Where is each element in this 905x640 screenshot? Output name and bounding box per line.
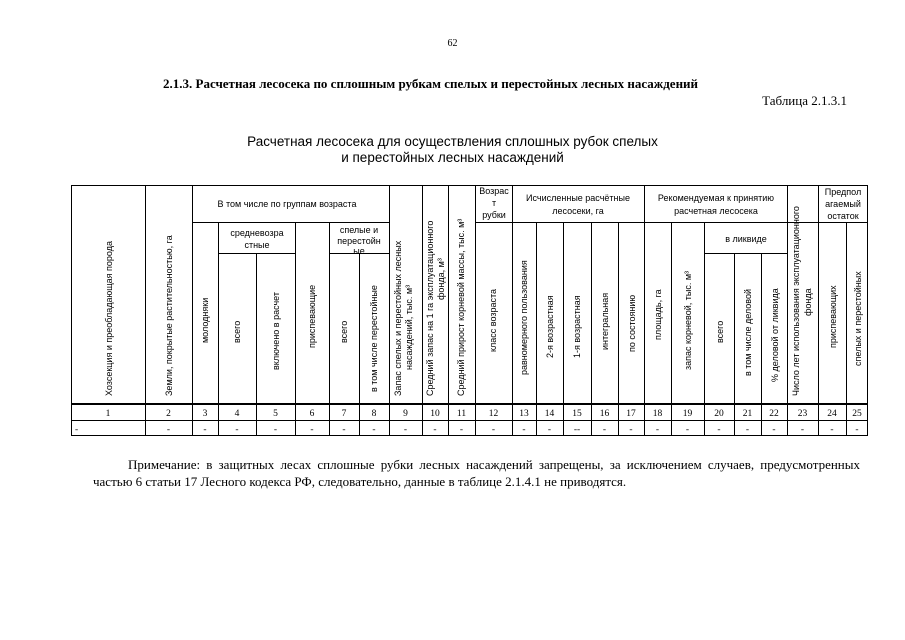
header-recommended: Рекомендуемая к принятию [657,193,775,203]
header-cutting-age-2: т [491,198,497,208]
header-col-14: 2-я возрастная [545,295,555,358]
header-col-24: приспевающих [828,285,838,348]
header-col-11: Средний прирост корневой массы, тыс. м³ [456,218,466,396]
column-number-9: 9 [403,409,408,419]
header-col-23-2: фонда [803,288,813,316]
header-mature: спелые и [339,225,379,235]
header-col-22: % деловой от ликвида [770,288,780,382]
header-col-23: Число лет использования эксплуатационного [791,206,801,396]
header-col-25: спелых и перестойных [853,271,863,366]
data-cell-10: - [433,425,437,435]
header-col-10-2: фонда, м³ [436,258,446,300]
column-number-17: 17 [626,409,636,419]
header-col-8: в том числе перестойные [369,285,379,392]
header-mature-3: ые [353,246,365,256]
header-col-2: Земли, покрытые растительностью, га [164,235,174,396]
header-col-15: 1-я возрастная [572,295,582,358]
column-number-11: 11 [456,409,467,419]
header-calculated-2: лесосеки, га [552,206,604,216]
header-remainder-3: остаток [827,211,859,221]
header-col-19: запас корневой, тыс. м³ [683,270,693,370]
header-col-18: площадь, га [653,289,663,340]
data-cell-18: - [655,425,660,435]
page-number: 62 [447,38,458,49]
header-remainder-2: агаемый [825,199,861,209]
header-col-12: класс возраста [488,288,498,352]
header-middle-aged-2: стные [244,240,270,250]
column-number-12: 12 [488,409,499,419]
header-col-7: всего [339,320,349,343]
header-col-13: равномерного пользования [519,260,529,375]
header-mature-2: перестойн [337,236,381,246]
header-col-20: всего [715,320,725,343]
header-col-9: Запас спелых и перестойных лесных [393,240,403,396]
header-col-1: Хозсекция и преобладающая порода [104,241,114,396]
column-number-15: 15 [572,409,582,419]
data-cell-12: - [491,425,496,435]
column-number-1: 1 [105,409,111,419]
column-number-14: 14 [544,409,555,419]
header-col-21: в том числе деловой [743,289,753,376]
column-number-10: 10 [430,409,440,419]
data-cell-14: - [547,425,552,435]
column-number-3: 3 [202,409,208,419]
caption-line-1: Расчетная лесосека для осуществления сплошных рубок спелых [247,134,658,149]
data-cell-13: - [522,425,526,435]
header-age-groups: В том числе по группам возраста [217,199,357,209]
header-cutting-age: Возрас [479,186,509,196]
header-remainder: Предпол [824,187,862,197]
column-number-21: 21 [742,409,753,419]
data-cell-1: - [75,425,79,435]
column-number-19: 19 [682,409,693,419]
data-cell-22: - [772,425,776,435]
header-col-16: интегральная [600,292,610,350]
header-cutting-age-3: рубки [482,210,506,220]
column-number-24: 24 [827,409,837,419]
data-cell-16: - [602,425,607,435]
section-title: 2.1.3. Расчетная лесосека по сплошным рубкам спелых и перестойных лесных насаждений [163,76,699,91]
column-number-7: 7 [341,409,347,419]
header-col-10: Средний запас на 1 га эксплуатационного [425,220,435,396]
column-number-25: 25 [852,409,862,419]
data-cell-2: - [166,425,171,435]
column-number-row [106,409,862,419]
data-cell-23: - [800,425,805,435]
data-cell-11: - [459,425,464,435]
header-col-6: приспевающие [307,284,317,348]
column-number-18: 18 [652,409,663,419]
header-middle-aged: средневозра [230,228,284,238]
data-cell-19: - [685,425,690,435]
data-cell-20: - [717,425,721,435]
column-number-13: 13 [519,409,529,419]
data-cell-24: - [830,425,834,435]
column-number-8: 8 [371,409,377,419]
header-liquid: в ликвиде [725,234,767,244]
data-cell-9: - [403,425,408,435]
column-number-4: 4 [234,409,240,419]
data-cell-17: - [629,425,633,435]
header-col-5: включено в расчет [271,291,281,370]
column-number-16: 16 [599,409,610,419]
data-cell-4: - [235,425,239,435]
data-cell-15: -- [573,425,581,435]
header-recommended-2: расчетная лесосека [674,206,758,216]
data-cell-8: - [372,425,376,435]
data-cell-21: - [745,425,750,435]
header-col-17: по состоянию [627,294,637,352]
header-col-4: всего [232,320,242,343]
data-cell-5: - [273,425,278,435]
data-cell-25: - [855,425,859,435]
caption-line-2: и перестойных лесных насаждений [341,150,564,165]
header-calculated: Исчисленные расчётные [526,193,630,203]
column-number-20: 20 [714,409,724,419]
column-number-23: 23 [797,409,808,419]
header-col-9-2: насаждений, тыс. м³ [404,284,414,370]
data-cell-7: - [342,425,346,435]
data-cell-6: - [310,425,314,435]
table-label: Таблица 2.1.3.1 [762,93,847,108]
column-number-6: 6 [309,409,315,419]
header-col-3: молодняки [200,297,210,343]
column-number-5: 5 [273,409,278,419]
column-number-22: 22 [769,409,779,419]
data-cell-3: - [203,425,207,435]
column-number-2: 2 [166,409,171,419]
note: Примечание: в защитных лесах сплошные рубки лесных насаждений запрещены, за исключением случаев, предусмотренных частью 6 статьи 17 Лесного кодекса РФ, следовательно, данные в таблице 2.1.4.1 не приводятся. [93,457,860,489]
